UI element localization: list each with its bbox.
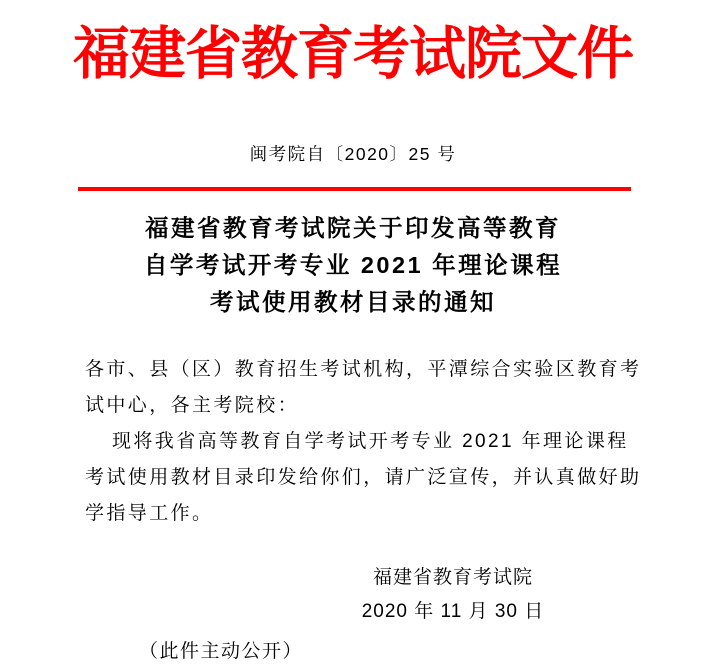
signature-date: 2020 年 11 月 30 日 <box>361 601 545 622</box>
paragraph-line-2: 考试使用教材目录印发给你们，请广泛宣传，并认真做好助 <box>85 467 642 488</box>
notice-title-line-2: 自学考试开考专业 2021 年理论课程 <box>143 252 563 278</box>
notice-body <box>85 352 655 532</box>
signature-block <box>357 561 549 629</box>
document-reference-number: 闽考院自〔2020〕25 号 <box>249 144 457 164</box>
paragraph-line-3: 学指导工作。 <box>85 503 214 524</box>
notice-title-line-1: 福建省教育考试院关于印发高等教育 <box>145 215 561 241</box>
salutation-line-1: 各市、县（区）教育招生考试机构，平潭综合实验区教育考 <box>85 359 642 380</box>
paragraph-line-1: 现将我省高等教育自学考试开考专业 2021 年理论课程 <box>112 431 629 452</box>
signature-issuer: 福建省教育考试院 <box>372 567 533 588</box>
notice-title-line-3: 考试使用教材目录的通知 <box>210 289 496 315</box>
salutation-line-2: 试中心，各主考院校： <box>85 395 300 416</box>
red-separator-rule <box>78 187 631 191</box>
disclosure-note: （此件主动公开） <box>139 641 304 662</box>
notice-title <box>0 210 706 321</box>
letterhead-org-title: 福建省教育考试院文件 <box>73 23 633 86</box>
